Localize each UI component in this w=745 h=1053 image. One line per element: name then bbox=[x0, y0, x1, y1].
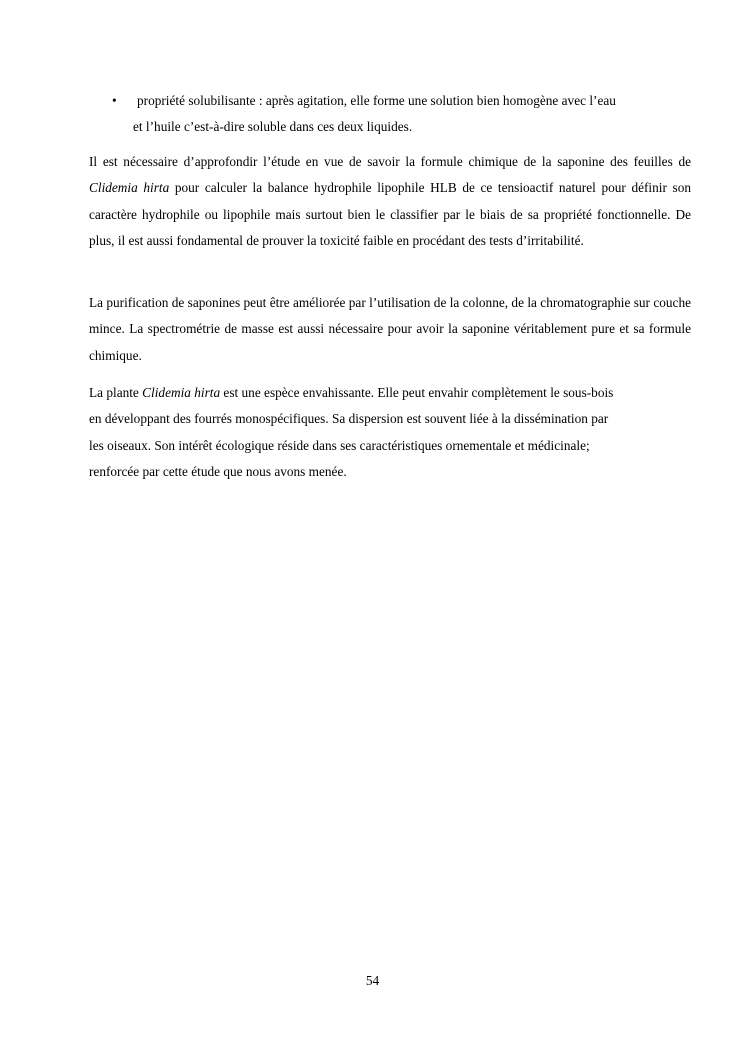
paragraph3-line2: en développant des fourrés monospécifiques. Sa dispersion est souvent liée à la dissémination par bbox=[89, 411, 609, 427]
paragraph1-text-a: Il est nécessaire d’approfondir l’étude en vue de savoir la formule chimique de la saponine des feuilles de bbox=[89, 154, 691, 169]
bullet-icon: • bbox=[112, 93, 117, 108]
paragraph3-line4: renforcée par cette étude que nous avons menée. bbox=[89, 463, 347, 479]
paragraph3-line3: les oiseaux. Son intérêt écologique réside dans ses caractéristiques ornementale et médicinale; bbox=[89, 437, 590, 453]
paragraph-hlb-study bbox=[89, 149, 691, 254]
species-name: Clidemia hirta bbox=[142, 385, 221, 400]
paragraph3-text-a: La plante bbox=[89, 385, 143, 400]
paragraph1-text-b: pour calculer la balance hydrophile lipophile HLB de ce tensioactif naturel pour définir son caractère hydrophile ou lipophile mais surtout bien le classifier par le biais de sa propriété fonctionnelle. De plus, il est aussi fondamental de prouver la toxicité faible en procédant des tests d’irritabilité. bbox=[89, 180, 691, 248]
bullet-text-line1: propriété solubilisante : après agitation, elle forme une solution bien homogène avec l’eau bbox=[137, 93, 616, 108]
species-name: Clidemia hirta bbox=[89, 180, 170, 196]
bullet-text-line2: et l’huile c’est-à-dire soluble dans ces deux liquides. bbox=[133, 119, 413, 134]
page-number: 54 bbox=[365, 973, 380, 988]
bullet-text bbox=[133, 88, 690, 140]
paragraph3-line1: est une espèce envahissante. Elle peut envahir complètement le sous-bois bbox=[220, 385, 614, 400]
paragraph-invasive-plant bbox=[89, 380, 691, 485]
bullet-list-item bbox=[105, 88, 690, 140]
paragraph-purification: La purification de saponines peut être améliorée par l’utilisation de la colonne, de la chromatographie sur couche mince. La spectrométrie de masse est aussi nécessaire pour avoir la saponine véritablement pure et sa formule chimique. bbox=[89, 295, 691, 363]
